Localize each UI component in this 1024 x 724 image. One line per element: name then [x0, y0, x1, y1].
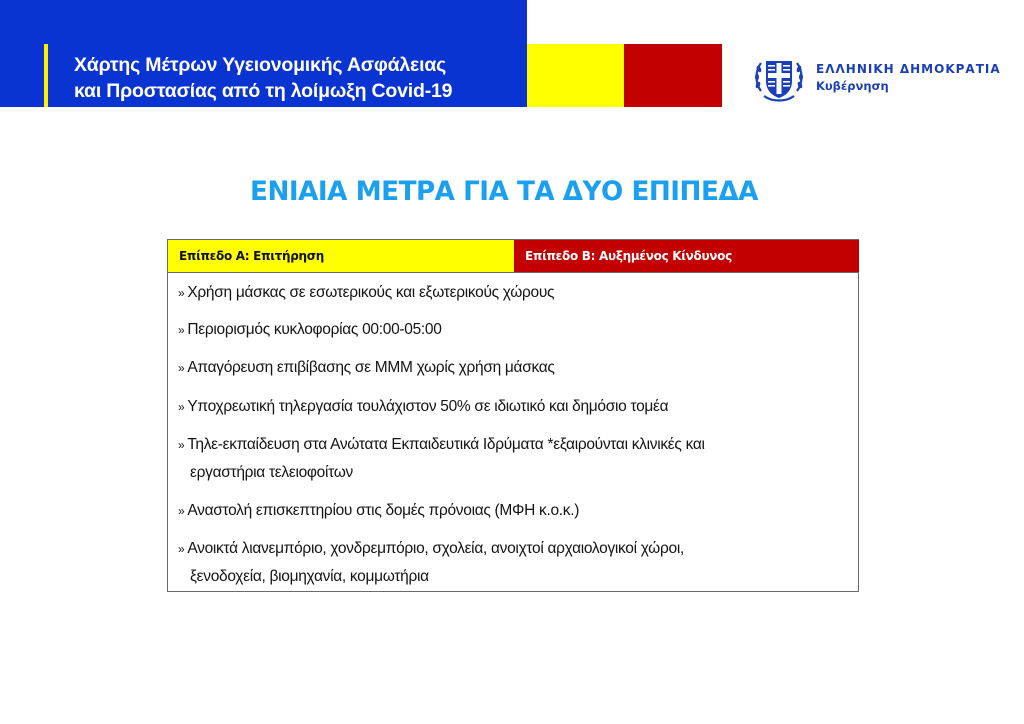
header-title: [74, 52, 452, 104]
measure-text: Χρήση μάσκας σε εσωτερικούς και εξωτερικούς χώρους: [187, 284, 555, 301]
measure-text: Υποχρεωτική τηλεργασία τουλάχιστον 50% σε ιδιωτικό και δημόσιο τομέα: [187, 398, 669, 415]
table-header-row: [168, 240, 858, 273]
measure-item: [178, 497, 579, 525]
bullet-icon: »: [178, 542, 185, 556]
measure-item: [178, 354, 555, 382]
measure-text-continued: ξενοδοχεία, βιομηχανία, κομμωτήρια: [190, 568, 429, 585]
measure-text-continued: εργαστήρια τελειοφοίτων: [190, 464, 354, 481]
level-b-header: [514, 240, 859, 272]
measure-text: Απαγόρευση επιβίβασης σε ΜΜΜ χωρίς χρήση μάσκας: [187, 359, 555, 376]
bullet-icon: »: [178, 361, 185, 375]
measure-text: Περιορισμός κυκλοφορίας 00:00-05:00: [187, 321, 442, 338]
bullet-icon: »: [178, 438, 185, 452]
page-title: ΕΝΙΑΙΑ ΜΕΤΡΑ ΓΙΑ ΤΑ ΔΥΟ ΕΠΙΠΕΔΑ: [250, 176, 758, 207]
measure-item: [178, 316, 442, 344]
bullet-icon: »: [178, 504, 185, 518]
level-a-color-band: [527, 44, 624, 107]
bullet-icon: »: [178, 400, 185, 414]
header-title-line-1: Χάρτης Μέτρων Υγειονομικής Ασφάλειας: [74, 54, 447, 76]
measures-table: [167, 239, 859, 592]
measure-text: Τηλε-εκπαίδευση στα Ανώτατα Εκπαιδευτικά Ιδρύματα *εξαιρούνται κλινικές και: [187, 436, 705, 453]
measure-text: Αναστολή επισκεπτηρίου στις δομές πρόνοιας (ΜΦΗ κ.ο.κ.): [187, 502, 580, 519]
bullet-icon: »: [178, 323, 185, 337]
government-name: ΕΛΛΗΝΙΚΗ ΔΗΜΟΚΡΑΤΙΑ: [816, 62, 1001, 76]
government-subtitle: Κυβέρνηση: [816, 79, 889, 93]
header-accent-line: [44, 44, 48, 107]
greek-coat-of-arms-icon: [752, 51, 806, 105]
measure-text: Ανοικτά λιανεμπόριο, χονδρεμπόριο, σχολεία, ανοιχτοί αρχαιολογικοί χώροι,: [187, 540, 684, 557]
level-a-label: Επίπεδο Α: Επιτήρηση: [179, 249, 325, 263]
level-b-color-band: [624, 44, 722, 107]
bullet-icon: »: [178, 286, 185, 300]
header-title-line-2: και Προστασίας από τη λοίμωξη Covid-19: [74, 80, 453, 102]
level-b-label: Επίπεδο Β: Αυξημένος Κίνδυνος: [525, 249, 732, 263]
level-a-header: [168, 240, 514, 272]
measure-item: [178, 431, 705, 487]
measure-item: [178, 393, 668, 421]
measure-item: [178, 535, 684, 591]
measure-item: [178, 279, 554, 307]
